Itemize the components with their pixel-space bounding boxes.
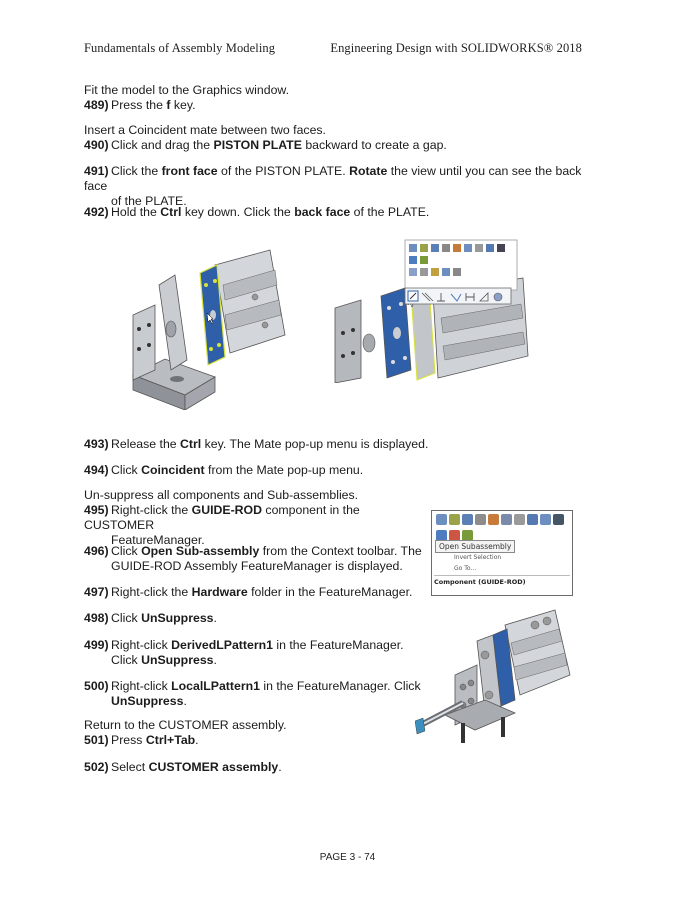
hide-icon[interactable] bbox=[475, 514, 486, 525]
intro-return: Return to the CUSTOMER assembly. bbox=[84, 718, 287, 732]
bracket-upright bbox=[133, 305, 155, 380]
intro-fit: Fit the model to the Graphics window. bbox=[84, 83, 290, 97]
menu-component-label: Component (GUIDE-ROD) bbox=[434, 578, 526, 586]
step-495: 495) Right-click the GUIDE-ROD component in the CUSTOMER FeatureManager. bbox=[84, 503, 360, 547]
edit-sketch-icon[interactable] bbox=[449, 514, 460, 525]
step-499: 499) Right-click DerivedLPattern1 in the FeatureManager. Click UnSuppress. bbox=[84, 638, 404, 667]
step-496: 496) Click Open Sub-assembly from the Context toolbar. The GUIDE-ROD Assembly FeatureManager is displayed. bbox=[84, 544, 422, 573]
menu-item-invert-selection[interactable]: Invert Selection bbox=[454, 554, 502, 561]
context-toolbar-row bbox=[434, 514, 568, 528]
step-492: 492) Hold the Ctrl key down. Click the back face of the PLATE. bbox=[84, 205, 430, 219]
step-494: 494) Click Coincident from the Mate pop-up menu. bbox=[84, 463, 364, 477]
intro-unsuppress: Un-suppress all components and Sub-assemblies. bbox=[84, 488, 359, 502]
menu-item-go-to[interactable]: Go To... bbox=[454, 565, 477, 572]
step-491: 491) Click the front face of the PISTON PLATE. Rotate the view until you can see the back face of the PLATE. bbox=[84, 164, 582, 208]
assembly-figure-guide-rod bbox=[415, 605, 575, 755]
assembly-figure-right bbox=[333, 238, 533, 383]
assembly-figure-left bbox=[125, 245, 295, 410]
header-right: Engineering Design with SOLIDWORKS® 2018 bbox=[330, 41, 582, 55]
lock-mate-icon bbox=[494, 293, 502, 301]
edit-assembly-icon[interactable] bbox=[462, 514, 473, 525]
table-icon[interactable] bbox=[553, 514, 564, 525]
appearance-icon[interactable] bbox=[488, 514, 499, 525]
header-left: Fundamentals of Assembly Modeling bbox=[84, 41, 276, 55]
step-500: 500) Right-click LocalLPattern1 in the FeatureManager. Click UnSuppress. bbox=[84, 679, 421, 708]
page-footer: PAGE 3 - 74 bbox=[319, 852, 376, 863]
step-501: 501) Press Ctrl+Tab. bbox=[84, 733, 199, 747]
isolate-icon[interactable] bbox=[501, 514, 512, 525]
intro-coincident: Insert a Coincident mate between two faces. bbox=[84, 123, 326, 137]
context-toolbar-panel bbox=[431, 510, 573, 596]
mate-icon[interactable] bbox=[514, 514, 525, 525]
step-493: 493) Release the Ctrl key. The Mate pop-up menu is displayed. bbox=[84, 437, 429, 451]
step-497: 497) Right-click the Hardware folder in the FeatureManager. bbox=[84, 585, 413, 599]
open-subassembly-tooltip: Open Subassembly bbox=[435, 540, 515, 553]
open-part-icon[interactable] bbox=[436, 514, 447, 525]
step-number: 489) bbox=[84, 98, 109, 112]
step-490: 490) Click and drag the PISTON PLATE backward to create a gap. bbox=[84, 138, 447, 152]
menu-divider bbox=[434, 575, 570, 576]
properties-icon[interactable] bbox=[540, 514, 551, 525]
step-498: 498) Click UnSuppress. bbox=[84, 611, 217, 625]
step-489: 489) Press the f key. bbox=[84, 98, 196, 112]
rebuild-icon[interactable] bbox=[527, 514, 538, 525]
step-502: 502) Select CUSTOMER assembly. bbox=[84, 760, 282, 774]
